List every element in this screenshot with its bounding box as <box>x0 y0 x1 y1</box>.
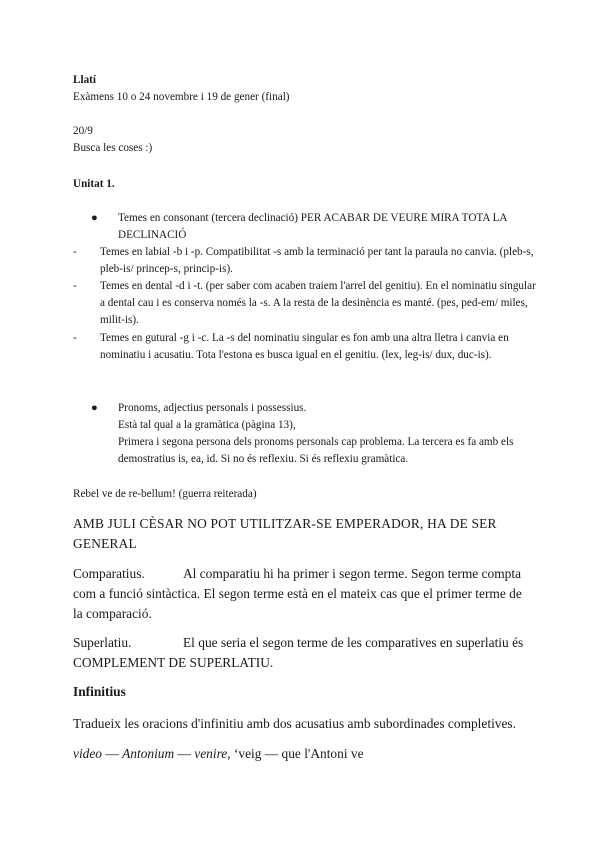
caps-note: AMB JULI CÈSAR NO POT UTILITZAR-SE EMPERADOR, HA DE SER GENERAL <box>73 516 497 551</box>
dash-marker: - <box>73 332 77 344</box>
superlatiu-text: El que seria el segon terme de les comparatives en superlatiu és COMPLEMENT DE SUPERLATIU. <box>73 635 524 670</box>
dash-separator: — <box>174 746 195 761</box>
date-heading: 20/9 <box>73 125 93 137</box>
comparatius-paragraph <box>73 564 530 624</box>
dash-marker: - <box>73 246 77 258</box>
dash-item-labial <box>73 244 540 278</box>
bullet-title: Pronoms, adjectius personals i possessius. <box>118 402 307 414</box>
bullet-line: Primera i segona persona dels pronoms personals cap problema. La tercera es fa amb els demostratius is, ea, id. Si no és reflexiu. Si és reflexiu gramàtica. <box>118 436 514 465</box>
latin-word: video <box>73 746 102 761</box>
exam-dates: Exàmens 10 o 24 novembre i 19 de gener (final) <box>73 91 290 103</box>
dash-item-gutural <box>73 330 540 364</box>
bullet-item-consonant <box>73 210 540 244</box>
dash-text: Temes en gutural -g i -c. La -s del nominatiu singular es fon amb una altra lletra i canvia en nominatiu i acusatiu. Tota l'estona es busca igual en el genitiu. (lex, leg-is/ dux, duc-is). <box>100 332 509 361</box>
infinitius-example <box>73 744 530 764</box>
comparatius-label: Comparatius. <box>73 566 145 581</box>
dash-marker: - <box>73 280 77 292</box>
dash-item-dental <box>73 278 540 329</box>
infinitius-heading: Infinitius <box>73 684 126 699</box>
latin-word: venire <box>194 746 228 761</box>
unit-title: Unitat 1. <box>73 178 115 190</box>
bullet-text: Temes en consonant (tercera declinació) PER ACABAR DE VEURE MIRA TOTA LA DECLINACIÓ <box>118 212 507 241</box>
doc-title: Llatí <box>73 74 96 86</box>
bullet-item-pronoms <box>73 400 540 468</box>
bullet-marker: ● <box>91 212 98 224</box>
dash-text: Temes en dental -d i -t. (per saber com acaben traiem l'arrel del genitiu). En el nominatiu singular a dental cau i es conserva només la -s. A la resta de la desinència es manté. (pes, ped-em/ miles, milit-is). <box>100 280 536 326</box>
bullet-line: Està tal qual a la gramàtica (pàgina 13), <box>118 419 296 431</box>
translation: , ‘veig — que l'Antoni ve <box>227 746 364 761</box>
date-note: Busca les coses :) <box>73 142 153 154</box>
latin-word: Antonium <box>122 746 175 761</box>
bullet-marker: ● <box>91 402 98 414</box>
comparatius-text: Al comparatiu hi ha primer i segon terme. Segon terme compta com a funció sintàctica. El segon terme està en el mateix cas que el primer terme de la comparació. <box>73 566 522 621</box>
rebel-note: Rebel ve de re-bellum! (guerra reiterada) <box>73 488 257 500</box>
dash-text: Temes en labial -b i -p. Compatibilitat -s amb la terminació per tant la paraula no canvia. (pleb-s, pleb-is/ princep-s, princip-is). <box>100 246 534 275</box>
superlatiu-paragraph <box>73 633 530 673</box>
infinitius-intro: Tradueix les oracions d'infinitiu amb dos acusatius amb subordinades completives. <box>73 716 516 731</box>
superlatiu-label: Superlatiu. <box>73 635 132 650</box>
dash-separator: — <box>102 746 123 761</box>
bullet-content <box>118 400 540 468</box>
